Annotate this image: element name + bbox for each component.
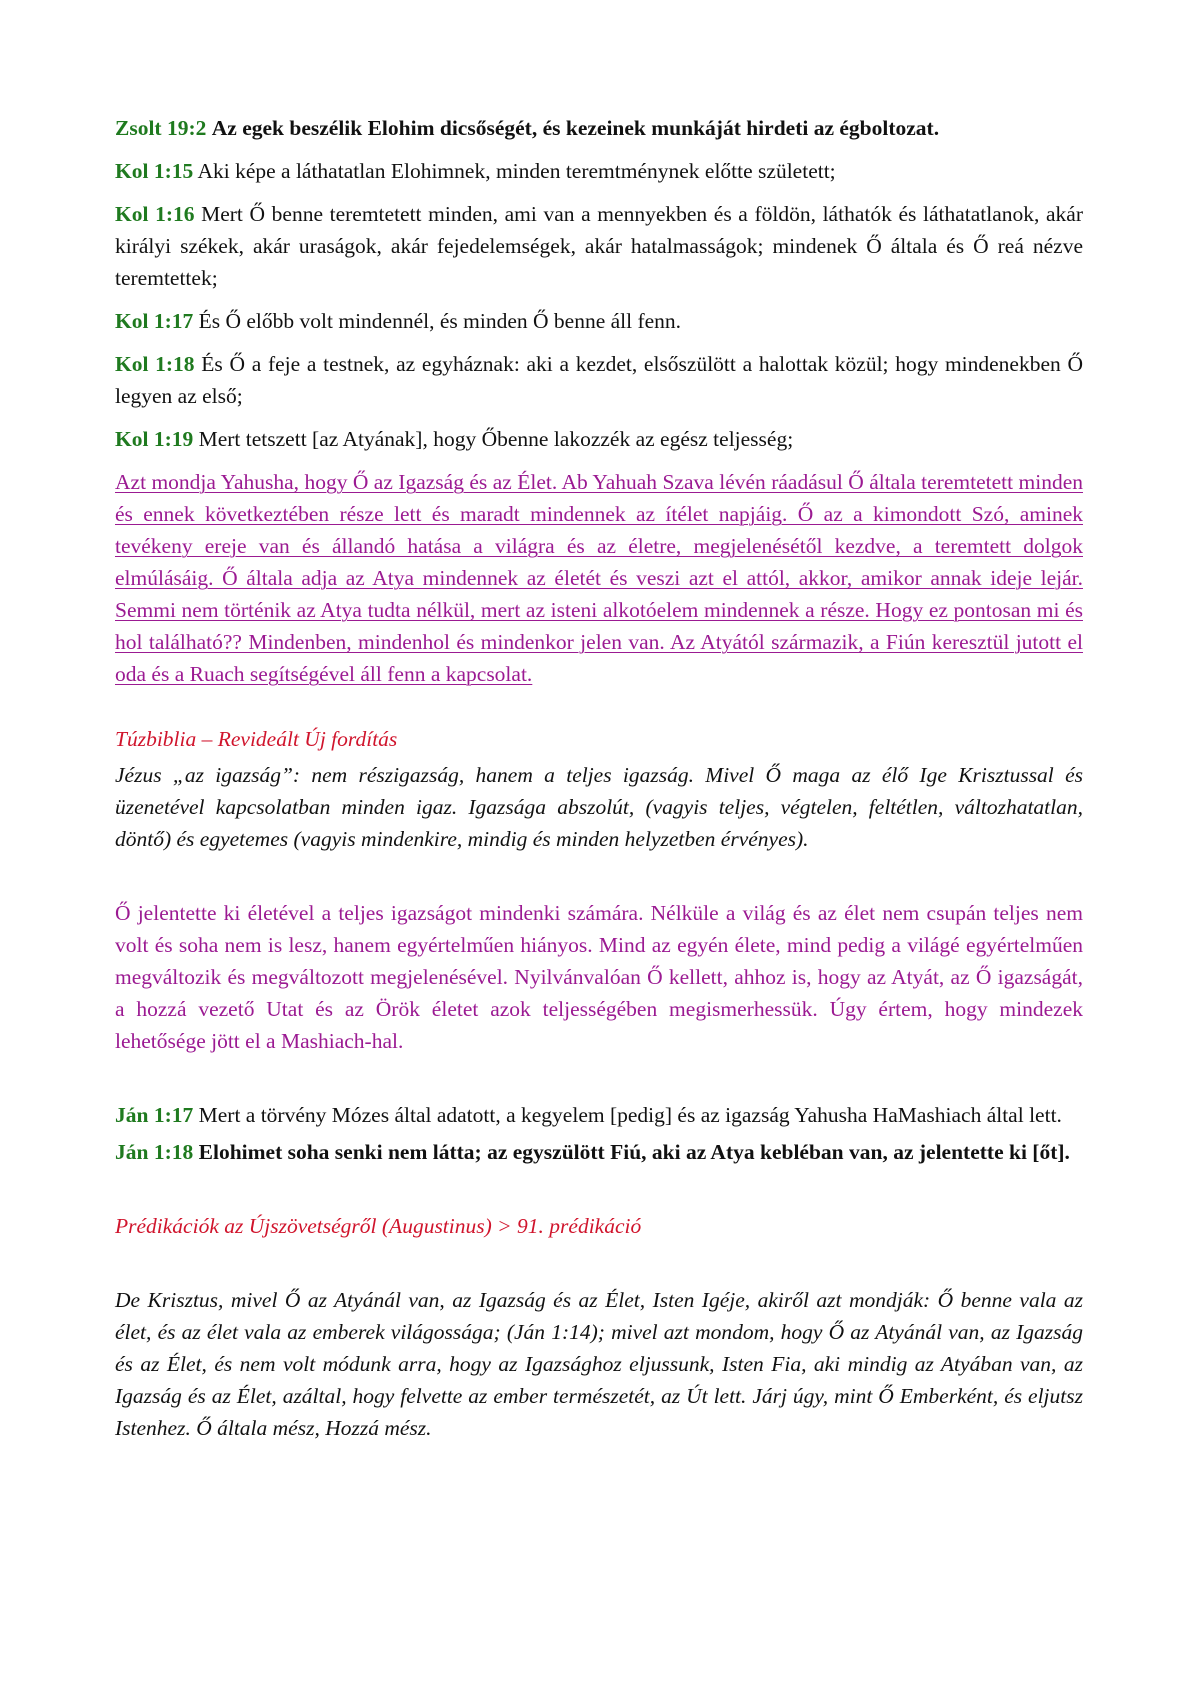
verse-jan-1-17 — [115, 1099, 1083, 1131]
verse-text: Az egek beszélik Elohim dicsőségét, és kezeinek munkáját hirdeti az égboltozat. — [211, 116, 940, 140]
verse-ref: Kol 1:18 — [115, 352, 195, 376]
verse-text: És Ő előbb volt mindennél, és minden Ő benne áll fenn. — [198, 309, 682, 333]
verse-ref: Kol 1:17 — [115, 309, 194, 333]
commentary-paragraph-1: Azt mondja Yahusha, hogy Ő az Igazság és az Élet. Ab Yahuah Szava lévén ráadásul Ő általa teremtetett minden és ennek következtében része lett és maradt mindennek az ítélet napjáig. Ő az a kimondott Szó, aminek tevékeny ereje van és állandó hatása a világra és az életre, megjelenésétől kezdve, a teremtett dolgok elmúlásáig. Ő általa adja az Atya mindennek az életét és veszi azt el attól, akkor, amikor annak ideje lejár. Semmi nem történik az Atya tudta nélkül, mert az isteni alkotóelem mindennek a része. Hogy ez pontosan mi és hol található?? Mindenben, mindenhol és mindenkor jelen van. Az Atyától származik, a Fiún keresztül jutott el oda és a Ruach segítségével áll fenn a kapcsolat. — [115, 470, 1083, 686]
verse-ref: Kol 1:19 — [115, 427, 194, 451]
document-body — [115, 112, 1083, 1444]
verse-kol-1-18 — [115, 348, 1083, 412]
verse-kol-1-15 — [115, 155, 1083, 187]
verse-text: Aki képe a láthatatlan Elohimnek, minden teremtménynek előtte született; — [197, 159, 836, 183]
verse-text: És Ő a feje a testnek, az egyháznak: aki a kezdet, elsőszülött a halottak közül; hogy mindenekben Ő legyen az első; — [115, 352, 1083, 408]
source-heading-tuzbiblia: Túzbiblia – Revideált Új fordítás — [115, 727, 398, 751]
verse-kol-1-16 — [115, 198, 1083, 294]
commentary-paragraph-2: Ő jelentette ki életével a teljes igazságot mindenki számára. Nélküle a világ és az élet nem csupán teljes nem volt és soha nem is lesz, hanem egyértelműen hiányos. Mind az egyén élete, mind pedig a világé egyértelműen megváltozik és megváltozott megjelenésével. Nyilvánvalóan Ő kellett, ahhoz is, hogy az Atyát, az Ő igazságát, a hozzá vezető Utat és az Örök életet azok teljességében megismerhessük. Úgy értem, hogy mindezek lehetősége jött el a Mashiach-hal. — [115, 901, 1083, 1053]
quote-tuzbiblia: Jézus „az igazság”: nem részigazság, hanem a teljes igazság. Mivel Ő maga az élő Ige Krisztussal és üzenetével kapcsolatban minden igaz. Igazsága abszolút, (vagyis teljes, végtelen, feltétlen, változhatatlan, döntő) és egyetemes (vagyis mindenkire, mindig és minden helyzetben érvényes). — [115, 763, 1083, 851]
verse-text: Elohimet soha senki nem látta; az egyszülött Fiú, aki az Atya kebléban van, az jelentette ki [őt]. — [198, 1140, 1070, 1164]
verse-ref: Zsolt 19:2 — [115, 116, 207, 140]
verse-jan-1-18 — [115, 1136, 1083, 1168]
verse-text: Mert Ő benne teremtetett minden, ami van a mennyekben és a földön, láthatók és láthatatlanok, akár királyi székek, akár uraságok, akár fejedelemségek, akár hatalmasságok; mindenek Ő általa és Ő reá nézve teremtettek; — [115, 202, 1084, 290]
verse-ref: Kol 1:15 — [115, 159, 194, 183]
verse-ref: Ján 1:17 — [115, 1103, 194, 1127]
verse-text: Mert tetszett [az Atyának], hogy Őbenne lakozzék az egész teljesség; — [198, 427, 794, 451]
verse-zsolt-19-2 — [115, 112, 1083, 144]
verse-kol-1-19 — [115, 423, 1083, 455]
verse-ref: Ján 1:18 — [115, 1140, 194, 1164]
source-heading-augustinus: Prédikációk az Újszövetségről (Augustinus) > 91. prédikáció — [115, 1214, 642, 1238]
quote-augustinus: De Krisztus, mivel Ő az Atyánál van, az Igazság és az Élet, Isten Igéje, akiről azt mondják: Ő benne vala az élet, és az élet vala az emberek világossága; (Ján 1:14); mivel azt mondom, hogy Ő az Atyánál van, az Igazság és az Élet, és nem volt módunk arra, hogy az Igazsághoz eljussunk, Isten Fia, aki mindig az Atyában van, az Igazság és az Élet, azáltal, hogy felvette az ember természetét, az Út lett. Járj úgy, mint Ő Emberként, és eljutsz Istenhez. Ő általa mész, Hozzá mész. — [115, 1288, 1083, 1440]
verse-kol-1-17 — [115, 305, 1083, 337]
verse-ref: Kol 1:16 — [115, 202, 195, 226]
verse-text: Mert a törvény Mózes által adatott, a kegyelem [pedig] és az igazság Yahusha HaMashiach által lett. — [198, 1103, 1062, 1127]
